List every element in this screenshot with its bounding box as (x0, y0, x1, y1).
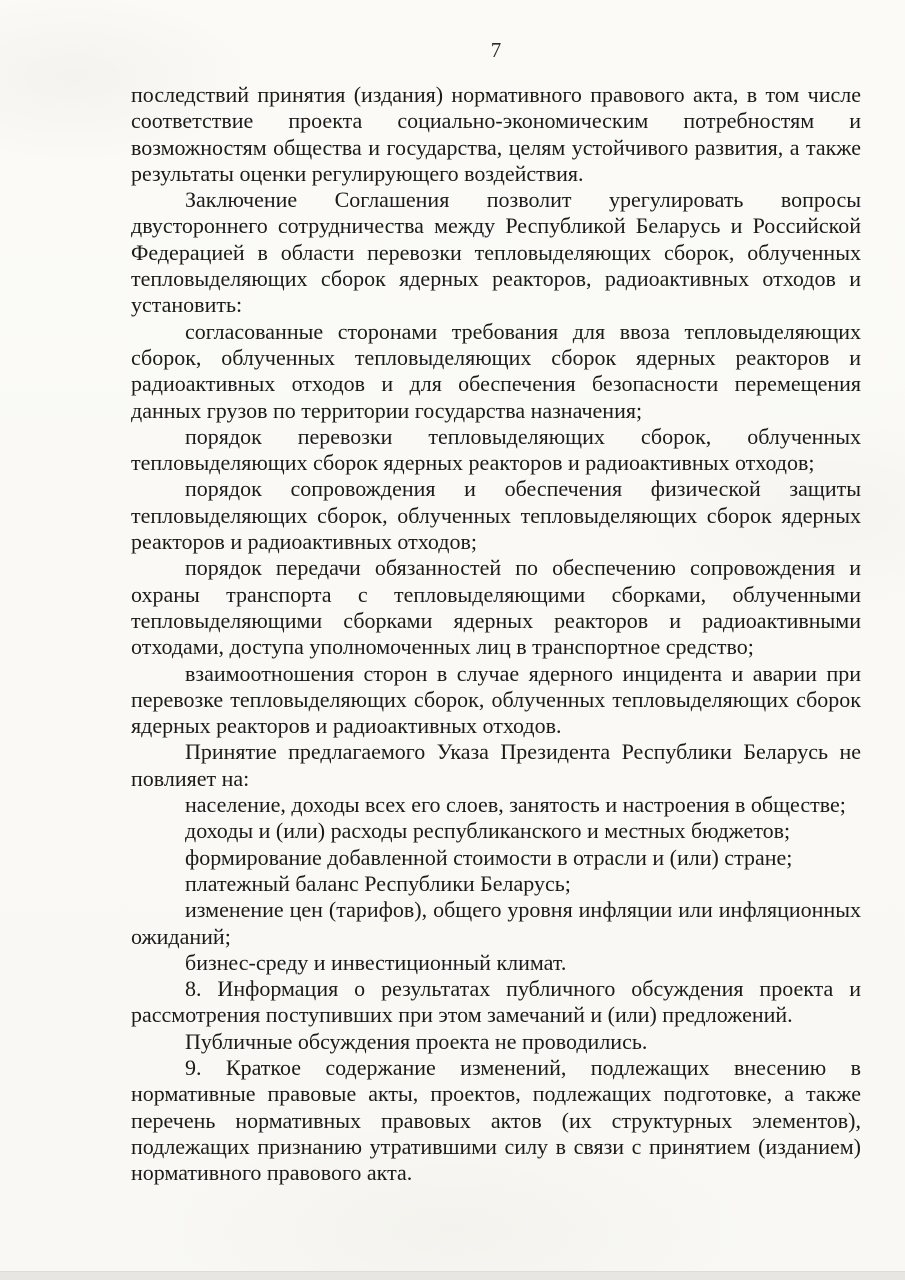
paragraph: порядок сопровождения и обеспечения физической защиты тепловыделяющих сборок, облученных тепловыделяющих сборок ядерных реакторов и радиоактивных отходов; (131, 476, 861, 555)
paragraph: взаимоотношения сторон в случае ядерного инцидента и аварии при перевозке тепловыделяющих сборок, облученных тепловыделяющих сборок ядерных реакторов и радиоактивных отходов. (131, 660, 861, 739)
paragraph: население, доходы всех его слоев, занятость и настроения в обществе; (185, 792, 846, 818)
paragraph: 9. Краткое содержание изменений, подлежащих внесению в нормативные правовые акты, проектов, подлежащих подготовке, а также перечень нормативных правовых актов (их структурных элементов), подлежащих признанию утратившими силу в связи с принятием (изданием) нормативного правового акта. (131, 1054, 861, 1186)
paragraph: изменение цен (тарифов), общего уровня инфляции или инфляционных ожиданий; (131, 897, 861, 949)
paragraph: платежный баланс Республики Беларусь; (185, 870, 571, 896)
paragraph: доходы и (или) расходы республиканского и местных бюджетов; (185, 818, 791, 844)
paragraph: согласованные сторонами требования для ввоза тепловыделяющих сборок, облученных тепловыделяющих сборок ядерных реакторов и радиоактивных отходов и для обеспечения безопасности перемещения данных грузов по территории государства назначения; (131, 318, 861, 423)
paragraph: Принятие предлагаемого Указа Президента Республики Беларусь не повлияет на: (131, 739, 861, 791)
paragraph: порядок передачи обязанностей по обеспечению сопровождения и охраны транспорта с тепловыделяющими сборками, облученными тепловыделяющими сборками ядерных реакторов и радиоактивными отходами, доступа уполномоченных лиц в транспортное средство; (131, 555, 861, 660)
scan-bottom-edge (0, 1271, 905, 1280)
paragraph: последствий принятия (издания) нормативного правового акта, в том числе соответствие проекта социально-экономическим потребностям и возможностям общества и государства, целям устойчивого развития, а также результаты оценки регулирующего воздействия. (131, 82, 861, 186)
paragraph: Публичные обсуждения проекта не проводились. (185, 1028, 648, 1054)
page-number: 7 (490, 38, 502, 62)
paragraph: бизнес-среду и инвестиционный климат. (185, 949, 567, 975)
paragraph: формирование добавленной стоимости в отрасли и (или) стране; (185, 844, 793, 870)
paragraph: порядок перевозки тепловыделяющих сборок, облученных тепловыделяющих сборок ядерных реакторов и радиоактивных отходов; (131, 423, 861, 476)
paragraph: 8. Информация о результатах публичного обсуждения проекта и рассмотрения поступивших при этом замечаний и (или) предложений. (131, 976, 861, 1028)
document-text (131, 82, 861, 1186)
paragraph: Заключение Соглашения позволит урегулировать вопросы двустороннего сотрудничества между Республикой Беларусь и Российской Федерацией в области перевозки тепловыделяющих сборок, облученных тепловыделяющих сборок ядерных реакторов, радиоактивных отходов и установить: (131, 187, 861, 318)
